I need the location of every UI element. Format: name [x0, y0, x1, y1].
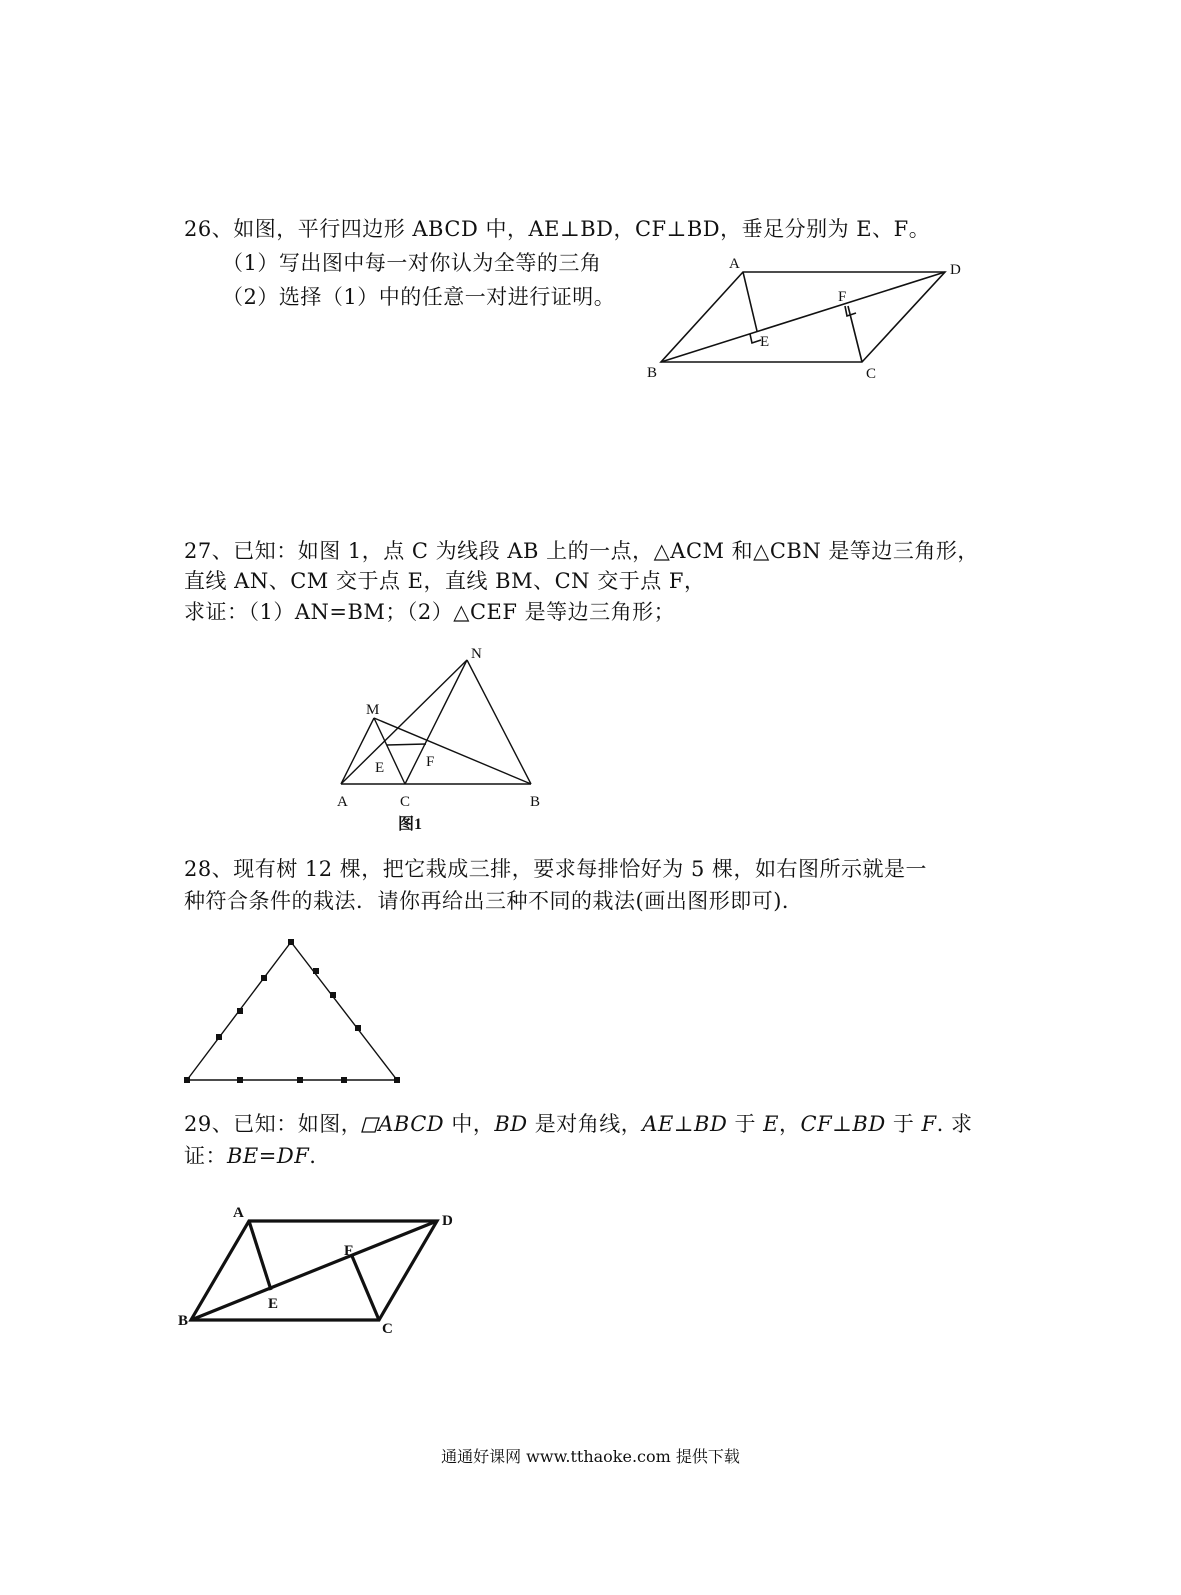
- q29-label-f: F: [344, 1243, 354, 1259]
- page-footer: 通通好课网 www.tthaoke.com 提供下载: [441, 1447, 740, 1466]
- q28-line2: 种符合条件的栽法．请你再给出三种不同的栽法(画出图形即可)．: [184, 889, 804, 913]
- q29-text-segment: 是对角线，: [527, 1112, 643, 1136]
- q29-label-d: D: [442, 1213, 453, 1229]
- q26-label-f: F: [838, 289, 847, 305]
- q27-label-c: C: [400, 794, 411, 810]
- q27-label-a: A: [337, 794, 348, 810]
- q29-abcd: ABCD: [378, 1112, 445, 1136]
- q29-label-c: C: [382, 1321, 393, 1337]
- q29-line2-prefix: 证：: [184, 1144, 227, 1168]
- q26-label-a: A: [729, 256, 740, 272]
- q29-cf-perp-bd: CF⊥BD: [800, 1112, 886, 1136]
- q29-text-segment: ，: [779, 1112, 801, 1136]
- q26-label-b: B: [647, 365, 658, 381]
- q29-text-segment: 中，: [444, 1112, 495, 1136]
- q26-part1: （1）写出图中每一对你认为全等的三角: [222, 251, 602, 275]
- q27-label-f: F: [426, 754, 435, 770]
- q29-label-a: A: [233, 1205, 244, 1221]
- q29-label-e: E: [268, 1296, 279, 1312]
- q29-text-segment: 于: [885, 1112, 922, 1136]
- q27-line1: 27、已知：如图 1，点 C 为线段 AB 上的一点，△ACM 和△CBN 是等边三角形，: [184, 539, 979, 563]
- q29-text-segment: . 求: [936, 1112, 973, 1136]
- q27-line3: 求证：（1）AN=BM；（2）△CEF 是等边三角形；: [184, 600, 676, 624]
- q29-e: E: [763, 1112, 780, 1136]
- q29-label-b: B: [178, 1313, 189, 1329]
- q27-label-b: B: [530, 794, 541, 810]
- q29-be-eq-df: BE=DF: [227, 1144, 310, 1168]
- q26-label-e: E: [760, 334, 770, 350]
- q29-f: F: [921, 1112, 937, 1136]
- q27-line2: 直线 AN、CM 交于点 E，直线 BM、CN 交于点 F，: [184, 569, 706, 593]
- q29-prefix: 29、已知：如图，: [184, 1112, 363, 1136]
- q27-label-n: N: [471, 646, 482, 662]
- q29-bd: BD: [494, 1112, 528, 1136]
- q29-text-segment: 于: [727, 1112, 764, 1136]
- q26-title: 26、如图，平行四边形 ABCD 中，AE⊥BD，CF⊥BD，垂足分别为 E、F。: [184, 217, 931, 241]
- q28-line1: 28、现有树 12 棵，把它栽成三排，要求每排恰好为 5 棵，如右图所示就是一: [184, 857, 928, 881]
- q27-figure-caption: 图1: [398, 816, 423, 833]
- q29-line2-end: .: [309, 1144, 317, 1168]
- q26-label-d: D: [950, 262, 961, 278]
- q29-ae-perp-bd: AE⊥BD: [642, 1112, 728, 1136]
- q26-label-c: C: [866, 366, 877, 382]
- q27-label-e: E: [375, 760, 385, 776]
- q26-part2: （2）选择（1）中的任意一对进行证明。: [222, 285, 616, 309]
- q27-label-m: M: [366, 702, 380, 718]
